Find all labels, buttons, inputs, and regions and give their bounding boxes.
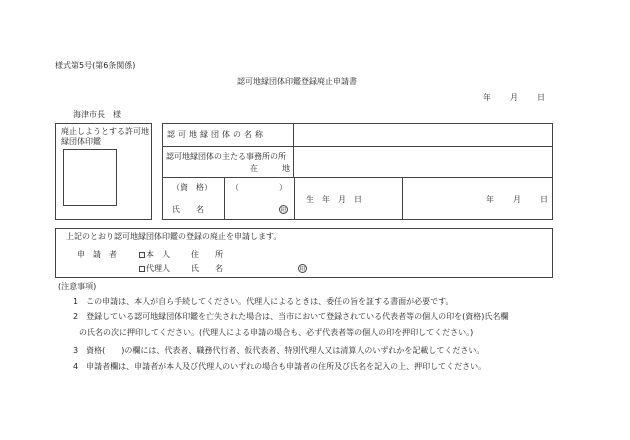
table-column-divider [294, 177, 295, 220]
note-item-continuation: の氏名の次に押印してください。(代理人による申請の場合も、必ず代表者等の個人の印を押印してください。) [79, 328, 474, 337]
position-label: （資 格） [172, 183, 212, 192]
applicant-name-label: 氏 名 [191, 264, 223, 273]
seal-mark-icon: 印 [280, 207, 287, 214]
note-item: 2 登録している認可地縁団体印鑑を亡失された場合は、当市において登録されている代表者等の個人の印を(資格)氏名欄 [73, 312, 509, 321]
seal-box-label: 廃止しようとする許可地縁団体印鑑 [61, 127, 149, 146]
birth-day-label: 日 [540, 195, 548, 204]
self-option-label: 本 人 [146, 250, 170, 259]
representative-name-label: 氏 名 [172, 205, 204, 214]
applicant-seal-icon: 印 [299, 266, 306, 273]
org-name-label: 認可地縁団体の名称 [167, 130, 266, 139]
table-column-divider [402, 177, 403, 220]
office-address-label-2: 在 地 [250, 164, 290, 173]
seal-impression-area[interactable] [63, 149, 117, 206]
self-option[interactable] [139, 250, 170, 260]
office-address-label: 認可地縁団体の主たる事務所の所 [166, 152, 286, 161]
seal-registration-box [55, 123, 152, 220]
proxy-checkbox[interactable] [139, 266, 145, 272]
position-field[interactable]: （ ） [231, 183, 287, 192]
note-item: 1 この申請は、本人が自ら手続してください。代理人によるときは、委任の旨を証する書面が必要です。 [73, 297, 454, 306]
form-number: 様式第5号(第6条関係) [55, 61, 136, 70]
applicant-address-label: 住 所 [191, 250, 223, 259]
table-row-divider [162, 177, 553, 178]
org-name-field[interactable] [294, 124, 552, 146]
table-column-divider [224, 177, 225, 220]
applicant-label: 申 請 者 [77, 250, 117, 259]
birth-month-label: 月 [513, 195, 521, 204]
addressee: 海津市長 様 [73, 110, 121, 119]
self-checkbox[interactable] [139, 252, 145, 258]
office-address-field[interactable] [294, 147, 552, 177]
note-item: 3 資格( )の欄には、代表者、職務代行者、仮代表者、特別代理人又は清算人のいずれかを記載してください。 [73, 346, 485, 355]
notes-heading: (注意事項) [58, 282, 97, 291]
date-day-label: 日 [537, 93, 545, 102]
date-year-label: 年 [483, 93, 491, 102]
birth-date-label: 生 年 月 日 [306, 195, 362, 204]
proxy-option[interactable] [139, 264, 170, 274]
date-month-label: 月 [510, 93, 518, 102]
proxy-option-label: 代理人 [146, 264, 170, 273]
page-title: 認可地縁団体印鑑登録廃止申請書 [237, 77, 357, 86]
birth-year-label: 年 [486, 195, 494, 204]
application-statement: 上記のとおり認可地縁団体印鑑の登録の廃止を申請します。 [66, 232, 282, 241]
note-item: 4 申請者欄は、申請者が本人及び代理人のいずれの場合も申請者の住所及び氏名を記入の上、押印してください。 [73, 362, 487, 371]
